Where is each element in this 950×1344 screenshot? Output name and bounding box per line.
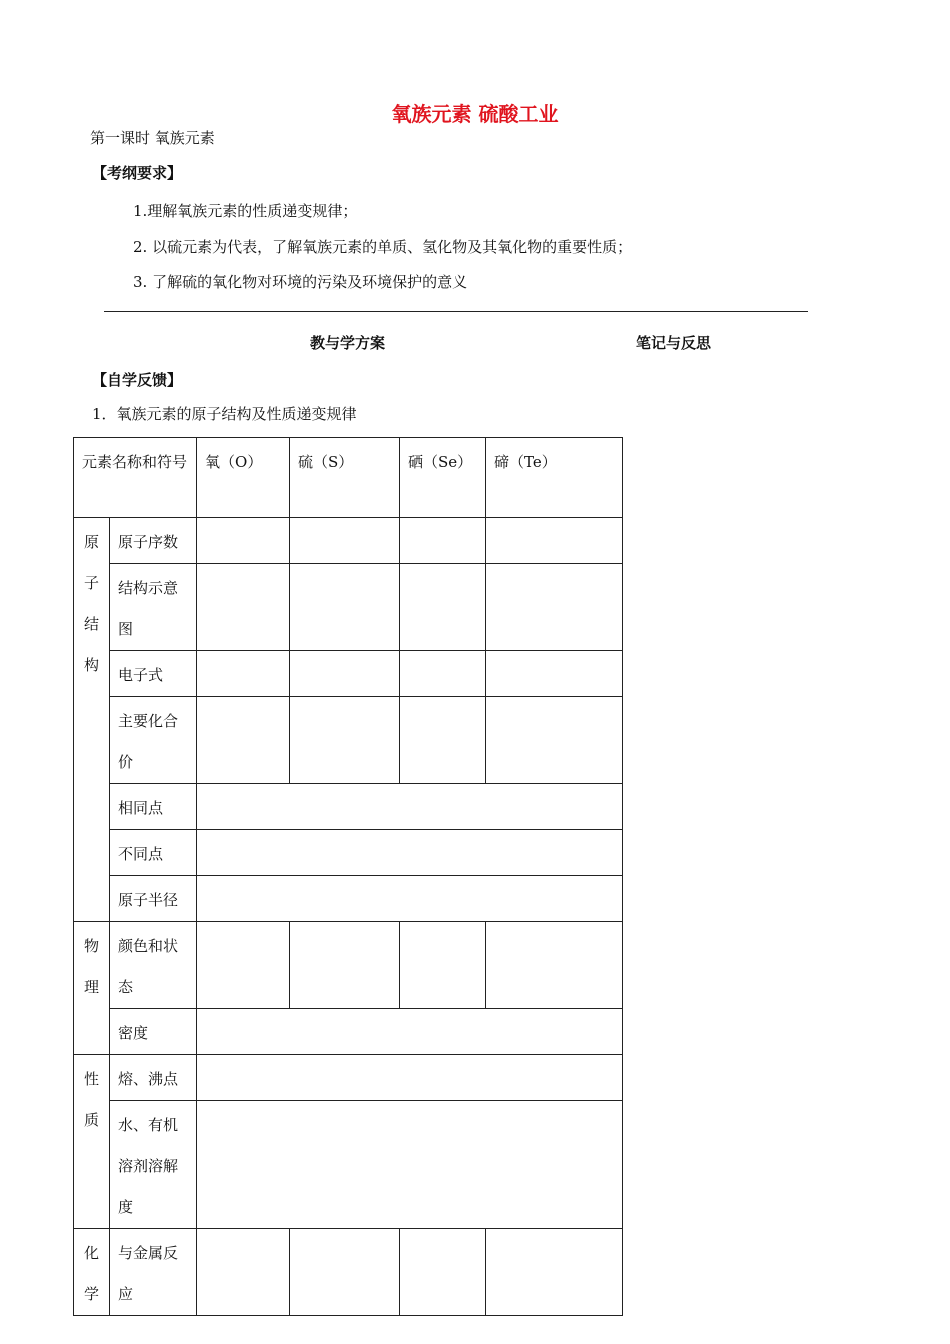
table-cell[interactable] (486, 1229, 623, 1316)
table-cell[interactable] (486, 922, 623, 1009)
table-cell[interactable] (486, 564, 623, 651)
table-cell[interactable] (290, 1229, 400, 1316)
table-cell[interactable] (400, 564, 486, 651)
table-cell[interactable] (400, 651, 486, 697)
table-cell[interactable] (290, 518, 400, 564)
row-label: 与金属反应 (110, 1229, 197, 1316)
row-label: 原子序数 (110, 518, 197, 564)
table-row (74, 1009, 623, 1055)
element-header-oxygen: 氧（O） (197, 438, 290, 518)
table-cell-wide[interactable] (197, 876, 623, 922)
requirements-heading: 【考纲要求】 (92, 164, 183, 182)
row-label: 结构示意图 (110, 564, 197, 651)
page-title: 氧族元素 硫酸工业 (391, 102, 559, 126)
table-cell-wide[interactable] (197, 830, 623, 876)
category-label: 物理 (83, 937, 99, 996)
table-row (74, 651, 623, 697)
category-label: 化学 (83, 1244, 99, 1303)
row-label: 不同点 (110, 830, 197, 876)
table-cell[interactable] (486, 651, 623, 697)
lesson-label: 第一课时 氧族元素 (90, 129, 215, 147)
table-cell[interactable] (197, 564, 290, 651)
divider-line (104, 311, 808, 312)
table-cell-wide[interactable] (197, 1101, 623, 1229)
table-cell[interactable] (400, 1229, 486, 1316)
table-cell[interactable] (290, 697, 400, 784)
requirement-item: 1.理解氧族元素的性质递变规律； (133, 202, 358, 220)
table-cell[interactable] (400, 922, 486, 1009)
table-cell[interactable] (400, 518, 486, 564)
corner-cell: 元素名称和符号 (74, 438, 197, 518)
table-row (74, 784, 623, 830)
category-chemical (74, 1229, 110, 1316)
table-row (74, 1229, 623, 1316)
category-properties (74, 1055, 110, 1229)
question-1: 1．氧族元素的原子结构及性质递变规律 (92, 405, 357, 423)
oxygen-group-table (73, 437, 623, 1316)
table-row (74, 518, 623, 564)
table-row (74, 876, 623, 922)
table-row (74, 922, 623, 1009)
table-row (74, 1101, 623, 1229)
table-cell[interactable] (290, 922, 400, 1009)
row-label: 相同点 (110, 784, 197, 830)
row-label: 原子半径 (110, 876, 197, 922)
table-row (74, 697, 623, 784)
category-physical (74, 922, 110, 1055)
table-cell[interactable] (197, 518, 290, 564)
row-label: 水、有机溶剂溶解度 (110, 1101, 197, 1229)
row-label: 颜色和状态 (110, 922, 197, 1009)
table-cell[interactable] (197, 922, 290, 1009)
element-header-tellurium: 碲（Te） (486, 438, 623, 518)
row-label: 密度 (110, 1009, 197, 1055)
table-cell-wide[interactable] (197, 1055, 623, 1101)
row-label: 主要化合价 (110, 697, 197, 784)
table-cell[interactable] (197, 1229, 290, 1316)
self-study-heading: 【自学反馈】 (92, 371, 183, 389)
row-label: 电子式 (110, 651, 197, 697)
table-row (74, 830, 623, 876)
table-cell[interactable] (486, 697, 623, 784)
notes-column-heading: 笔记与反思 (636, 334, 712, 352)
category-label: 原子结构 (83, 533, 99, 674)
table-cell-wide[interactable] (197, 1009, 623, 1055)
table-header-row (74, 438, 623, 518)
requirement-item: 3. 了解硫的氧化物对环境的污染及环境保护的意义 (133, 273, 468, 291)
table-cell[interactable] (290, 651, 400, 697)
category-atomic-structure (74, 518, 110, 922)
table-cell[interactable] (197, 697, 290, 784)
table-row (74, 564, 623, 651)
element-header-sulfur: 硫（S） (290, 438, 400, 518)
element-header-selenium: 硒（Se） (400, 438, 486, 518)
requirement-item: 2. 以硫元素为代表，了解氧族元素的单质、氢化物及其氧化物的重要性质； (133, 238, 633, 256)
row-label: 熔、沸点 (110, 1055, 197, 1101)
table-cell[interactable] (486, 518, 623, 564)
category-label: 性质 (83, 1070, 99, 1129)
table-cell[interactable] (197, 651, 290, 697)
table-row (74, 1055, 623, 1101)
plan-column-heading: 教与学方案 (310, 334, 386, 352)
table-cell[interactable] (400, 697, 486, 784)
table-cell[interactable] (290, 564, 400, 651)
table-cell-wide[interactable] (197, 784, 623, 830)
